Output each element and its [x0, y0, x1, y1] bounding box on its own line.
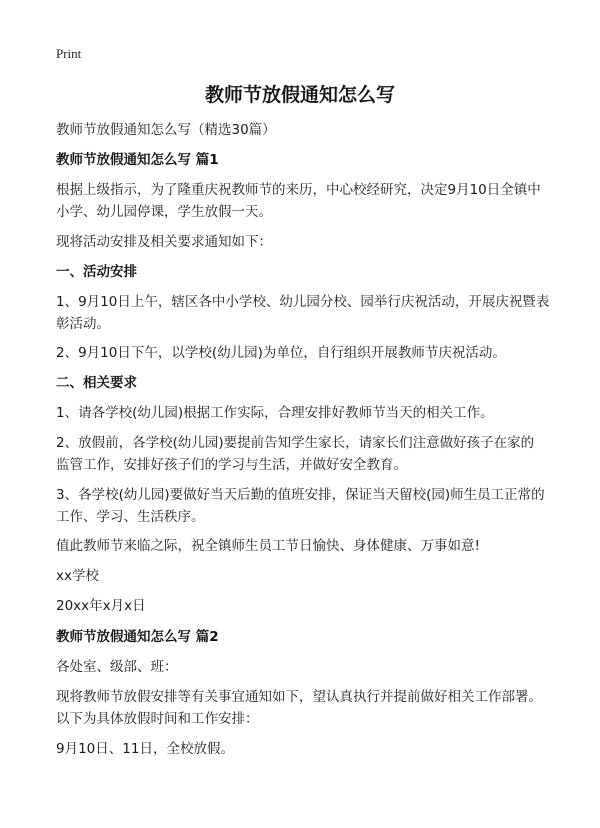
article2-heading: 教师节放假通知怎么写 篇2	[56, 629, 219, 645]
section1-item1-line1: 1、9月10日上午，辖区各中小学校、幼儿园分校、园举行庆祝活动，开展庆祝暨表	[56, 294, 550, 310]
print-link[interactable]: Print	[56, 46, 82, 61]
page-title: 教师节放假通知怎么写	[204, 84, 395, 106]
article2-holiday: 9月10日、11日，全校放假。	[56, 741, 234, 757]
section2-req1: 1、请各学校(幼儿园)根据工作实际，合理安排好教师节当天的相关工作。	[56, 405, 494, 421]
section2-req3-line1: 3、各学校(幼儿园)要做好当天后勤的值班安排，保证当天留校(园)师生员工正常的	[56, 487, 545, 503]
article2-body-line1: 现将教师节放假安排等有关事宜通知如下，望认真执行并提前做好相关工作部署。	[56, 689, 542, 705]
section2-req3-line2: 工作、学习、生活秩序。	[56, 509, 205, 525]
article1-heading: 教师节放假通知怎么写 篇1	[56, 152, 219, 168]
section1-item2: 2、9月10日下午，以学校(幼儿园)为单位，自行组织开展教师节庆祝活动。	[56, 345, 506, 361]
article1-signature: xx学校	[56, 568, 99, 584]
article1-closing: 值此教师节来临之际，祝全镇师生员工节日愉快、身体健康、万事如意!	[56, 538, 480, 554]
article2-salutation: 各处室、级部、班：	[56, 659, 178, 675]
article1-intro-line1: 根据上级指示，为了隆重庆祝教师节的来历，中心校经研究，决定9月10日全镇中	[56, 182, 541, 198]
article1-date: 20xx年x月x日	[56, 598, 146, 614]
article1-intro-line2: 小学、幼儿园停课，学生放假一天。	[56, 204, 272, 220]
section1-heading: 一、活动安排	[56, 264, 137, 280]
article2-body-line2: 以下为具体放假时间和工作安排：	[56, 711, 259, 727]
section2-req2-line2: 监管工作，安排好孩子们的学习与生活，并做好安全教育。	[56, 457, 407, 473]
section2-req2-line1: 2、放假前，各学校(幼儿园)要提前告知学生家长，请家长们注意做好孩子在家的	[56, 435, 535, 451]
section2-heading: 二、相关要求	[56, 375, 137, 391]
article1-notice: 现将活动安排及相关要求通知如下：	[56, 234, 272, 250]
document-subtitle: 教师节放假通知怎么写（精选30篇）	[56, 122, 276, 138]
section1-item1-line2: 彰活动。	[56, 316, 110, 332]
